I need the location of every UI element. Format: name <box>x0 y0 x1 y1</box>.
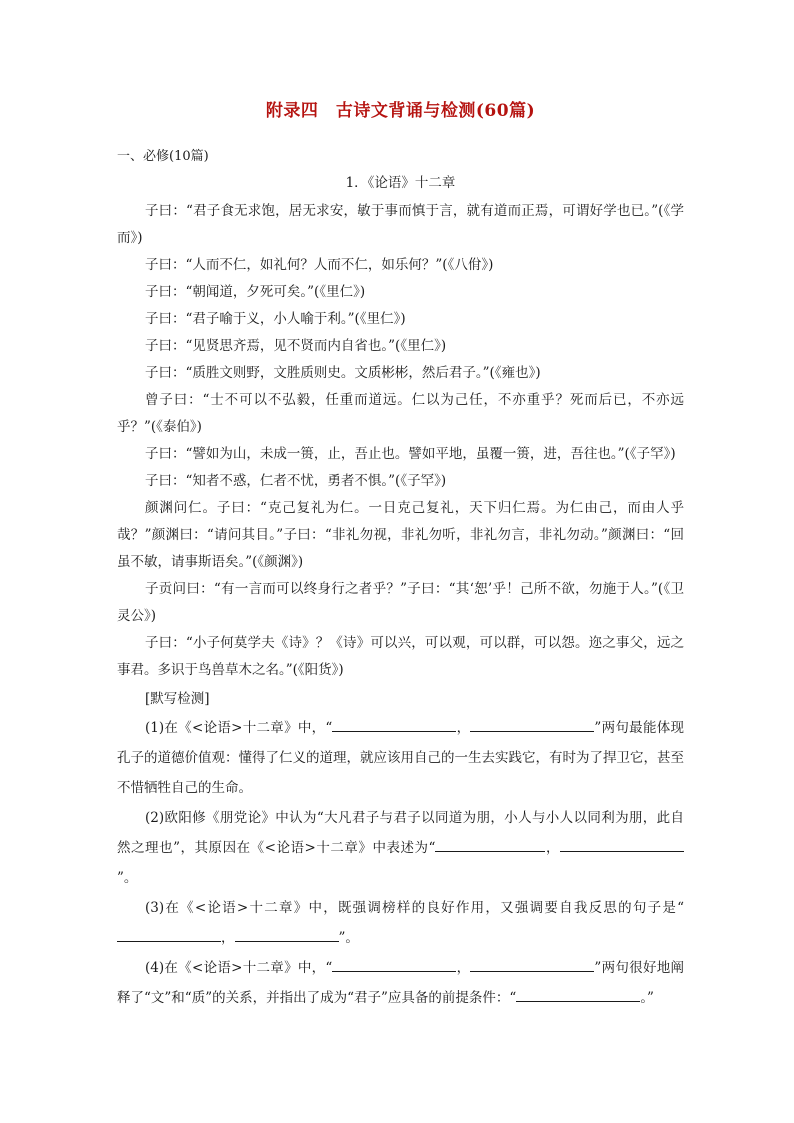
chapter-heading: 1．《论语》十二章 <box>345 175 456 191</box>
answer-blank[interactable] <box>117 940 221 942</box>
question-text: ”。 <box>338 930 359 946</box>
question-text: ， <box>221 930 235 946</box>
question-3 <box>117 893 684 953</box>
question-2 <box>117 803 684 893</box>
text-paragraph: 子贡问曰：“有一言而可以终身行之者乎？”子曰：“其‘恕’乎！己所不欲，勿施于人。”(《卫灵公》) <box>117 581 684 624</box>
text-paragraph: 子曰：“质胜文则野，文胜质则史。文质彬彬，然后君子。”(《雍也》) <box>145 365 541 381</box>
question-1 <box>117 713 684 803</box>
question-text: (2)欧阳修《朋党论》中认为“大凡君子与君子以同道为朋，小人与小人以同利为朋，此自然之理也”，其原因在《<论语>十二章》中表述为“ <box>117 810 684 856</box>
question-text: ， <box>456 960 471 976</box>
question-text: ， <box>456 720 471 736</box>
text-paragraph: 子曰：“小子何莫学夫《诗》？《诗》可以兴，可以观，可以群，可以怨。迩之事父，远之事君。多识于鸟兽草木之名。”(《阳货》) <box>117 635 684 678</box>
text-paragraph: 颜渊问仁。子曰：“克己复礼为仁。一日克己复礼，天下归仁焉。为仁由己，而由人乎哉？”颜渊曰：“请问其目。”子曰：“非礼勿视，非礼勿听，非礼勿言，非礼勿动。”颜渊曰：“回虽不敏，请事斯语矣。”(《颜渊》) <box>117 500 684 570</box>
question-text: ”。 <box>117 870 138 886</box>
question-4 <box>117 953 684 1013</box>
question-text: (4)在《<论语>十二章》中，“ <box>145 960 333 976</box>
text-paragraph: 子曰：“君子食无求饱，居无求安，敏于事而慎于言，就有道而正焉，可谓好学也已。”(《学而》) <box>117 203 684 246</box>
answer-blank[interactable] <box>332 970 456 972</box>
question-text: 。” <box>640 990 654 1006</box>
page-title: 附录四 古诗文背诵与检测(60篇) <box>265 101 536 121</box>
text-paragraph: 子曰：“知者不惑，仁者不忧，勇者不惧。”(《子罕》) <box>145 473 447 489</box>
text-paragraph: 曾子曰：“士不可以不弘毅，任重而道远。仁以为己任，不亦重乎？死而后已，不亦远乎？”(《泰伯》) <box>117 392 684 435</box>
question-text: ， <box>545 840 560 856</box>
question-text: (3)在《<论语>十二章》中，既强调榜样的良好作用，又强调要自我反思的句子是“ <box>145 900 684 916</box>
exercise-heading: [默写检测] <box>145 691 210 707</box>
question-text: ”两句最能体现孔子的道德价值观：懂得了仁义的道理，就应该用自己的一生去实践它，有时为了捍卫它，甚至不惜牺牲自己的生命。 <box>117 720 685 796</box>
section-heading: 一、必修(10篇) <box>117 149 209 164</box>
answer-blank[interactable] <box>516 1000 640 1002</box>
answer-blank[interactable] <box>435 850 545 852</box>
answer-blank[interactable] <box>235 940 339 942</box>
question-text: (1)在《<论语>十二章》中，“ <box>145 720 333 736</box>
text-paragraph: 子曰：“君子喻于义，小人喻于利。”(《里仁》) <box>145 311 406 327</box>
answer-blank[interactable] <box>470 730 594 732</box>
answer-blank[interactable] <box>470 970 594 972</box>
question-text: ”两句很好地阐释了“文”和“质”的关系，并指出了成为“君子”应具备的前提条件：“ <box>117 960 685 1006</box>
text-paragraph: 子曰：“人而不仁，如礼何？人而不仁，如乐何？”(《八佾》) <box>145 257 494 273</box>
text-paragraph: 子曰：“朝闻道，夕死可矣。”(《里仁》) <box>145 284 366 300</box>
answer-blank[interactable] <box>332 730 456 732</box>
text-paragraph: 子曰：“譬如为山，未成一篑，止，吾止也。譬如平地，虽覆一篑，进，吾往也。”(《子罕》) <box>145 446 676 462</box>
text-paragraph: 子曰：“见贤思齐焉，见不贤而内自省也。”(《里仁》) <box>145 338 447 354</box>
answer-blank[interactable] <box>560 850 684 852</box>
